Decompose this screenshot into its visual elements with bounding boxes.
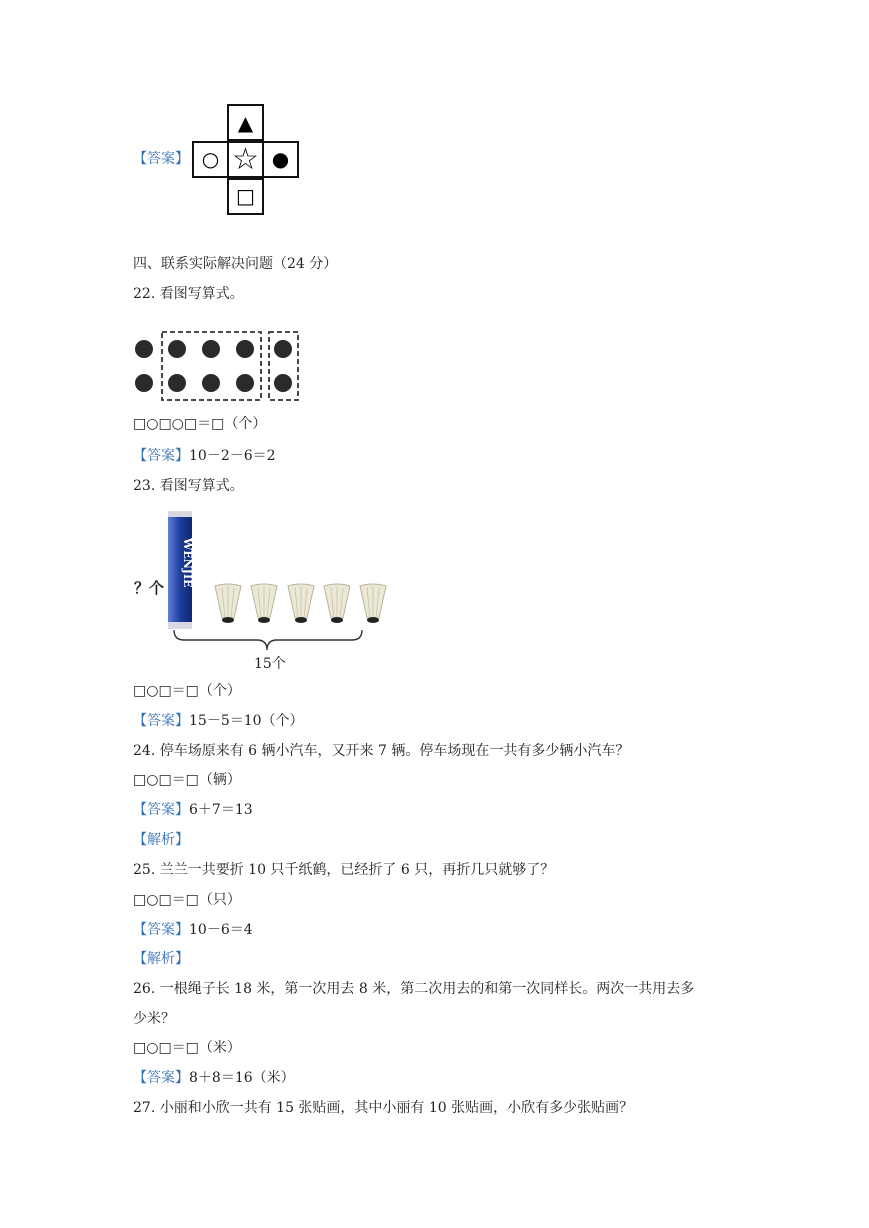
q22-template: □○□○□＝□（个） xyxy=(133,416,267,432)
shuttlecock xyxy=(324,584,350,623)
q23-figure xyxy=(162,508,394,668)
q24-template: □○□＝□（辆） xyxy=(133,772,241,788)
q25-question: 25. 兰兰一共要折 10 只千纸鹤，已经折了 6 只，再折几只就够了？ xyxy=(133,862,555,878)
q22-answer-row xyxy=(133,446,276,466)
analysis-label: 【解析】 xyxy=(133,951,189,967)
triangle-icon: ▲ xyxy=(237,111,254,135)
q23-unknown-label: ？个 xyxy=(134,579,165,597)
total-brace xyxy=(174,630,362,650)
cross-figure xyxy=(190,104,302,216)
square-icon: □ xyxy=(236,184,255,208)
q25-template: □○□＝□（只） xyxy=(133,892,241,908)
shuttlecock-tube xyxy=(168,511,194,629)
svg-text:WENJIE: WENJIE xyxy=(181,538,194,588)
q24-question: 24. 停车场原来有 6 辆小汽车，又开来 7 辆。停车场现在一共有多少辆小汽车？ xyxy=(133,743,630,759)
star-icon: ☆ xyxy=(232,142,259,177)
q22-dots-figure xyxy=(130,328,302,404)
circle-icon: ○ xyxy=(201,147,220,171)
answer-label: 【答案】 xyxy=(133,802,189,818)
q23-answer-row xyxy=(133,711,304,731)
answer-label: 【答案】 xyxy=(133,151,189,167)
q26-answer: 8＋8＝16（米） xyxy=(189,1070,295,1086)
q23-answer: 15－5＝10（个） xyxy=(189,713,304,729)
section-title: 四、联系实际解决问题（24 分） xyxy=(133,256,338,272)
q25-answer: 10－6＝4 xyxy=(189,922,253,938)
shuttlecock xyxy=(360,584,386,623)
answer-label: 【答案】 xyxy=(133,448,189,464)
q27-question: 27. 小丽和小欣一共有 15 张贴画，其中小丽有 10 张贴画，小欣有多少张贴画？ xyxy=(133,1100,634,1116)
shuttlecock xyxy=(288,584,314,623)
q23-question: 23. 看图写算式。 xyxy=(133,478,244,494)
answer-label: 【答案】 xyxy=(133,1070,189,1086)
q26-template: □○□＝□（米） xyxy=(133,1040,241,1056)
q26-answer-row xyxy=(133,1068,295,1088)
q22-answer: 10－2－6＝2 xyxy=(189,448,276,464)
answer-label: 【答案】 xyxy=(133,922,189,938)
q24-answer: 6＋7＝13 xyxy=(189,802,253,818)
shuttlecock xyxy=(215,584,241,623)
filled-circle-icon: ● xyxy=(271,147,290,171)
q26-question-line1: 26. 一根绳子长 18 米，第一次用去 8 米，第二次用去的和第一次同样长。两次一共用去多 xyxy=(133,981,695,997)
shuttlecock xyxy=(251,584,277,623)
analysis-label: 【解析】 xyxy=(133,832,189,848)
q24-answer-row xyxy=(133,800,253,820)
q23-template: □○□＝□（个） xyxy=(133,683,241,699)
q23-total-label: 15个 xyxy=(254,656,286,672)
q26-question-line2: 少米？ xyxy=(133,1011,175,1027)
q25-answer-row xyxy=(133,920,253,940)
shuttlecock-group xyxy=(215,584,386,623)
answer-label: 【答案】 xyxy=(133,713,189,729)
q22-question: 22. 看图写算式。 xyxy=(133,286,244,302)
